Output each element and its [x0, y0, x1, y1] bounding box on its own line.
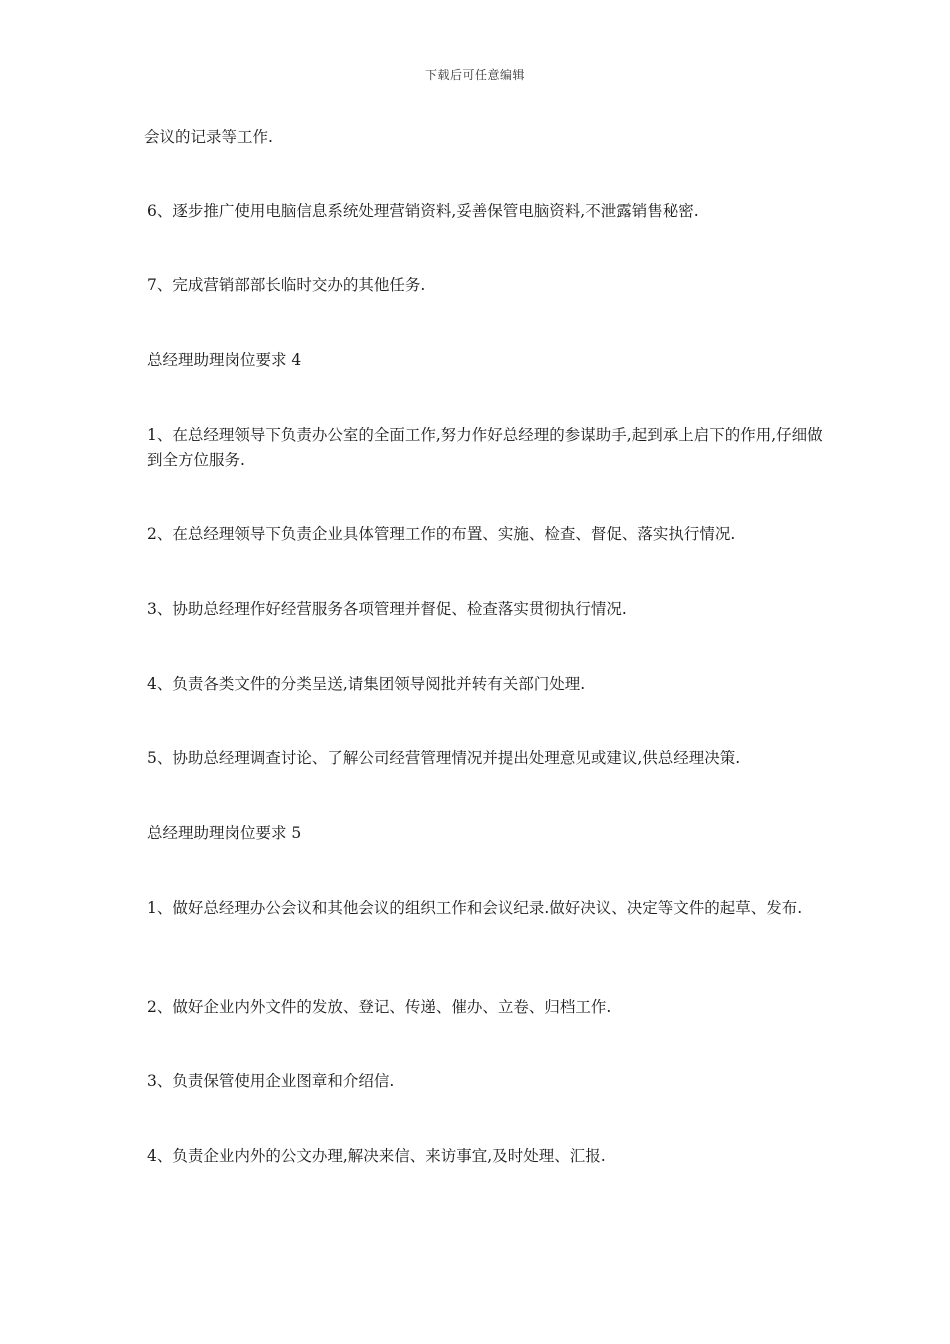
paragraph-s4-item-4: 4、负责各类文件的分类呈送,请集团领导阅批并转有关部门处理. [147, 675, 586, 693]
page-header: 下载后可任意编辑 [424, 68, 525, 82]
paragraph-s5-item-4: 4、负责企业内外的公文办理,解决来信、来访事宜,及时处理、汇报. [147, 1147, 606, 1165]
paragraph-s4-item-5: 5、协助总经理调查讨论、了解公司经营管理情况并提出处理意见或建议,供总经理决策. [147, 749, 741, 767]
paragraph-continuation: 会议的记录等工作. [144, 128, 273, 146]
paragraph-item-7: 7、完成营销部部长临时交办的其他任务. [147, 276, 426, 294]
section-heading-5: 总经理助理岗位要求 5 [147, 824, 302, 842]
paragraph-s5-item-3: 3、负责保管使用企业图章和介绍信. [147, 1072, 395, 1090]
paragraph-s4-item-2: 2、在总经理领导下负责企业具体管理工作的布置、实施、检查、督促、落实执行情况. [147, 525, 736, 543]
section-heading-4: 总经理助理岗位要求 4 [147, 351, 302, 369]
paragraph-s5-item-1: 1、做好总经理办公会议和其他会议的组织工作和会议纪录.做好决议、决定等文件的起草、发布. [147, 899, 803, 917]
paragraph-item-6: 6、逐步推广使用电脑信息系统处理营销资料,妥善保管电脑资料,不泄露销售秘密. [147, 202, 699, 220]
paragraph-s5-item-2: 2、做好企业内外文件的发放、登记、传递、催办、立卷、归档工作. [147, 998, 612, 1016]
paragraph-s4-item-1: 1、在总经理领导下负责办公室的全面工作,努力作好总经理的参谋助手,起到承上启下的作用,仔细做到全方位服务. [147, 426, 823, 469]
paragraph-s4-item-3: 3、协助总经理作好经营服务各项管理并督促、检查落实贯彻执行情况. [147, 600, 627, 618]
